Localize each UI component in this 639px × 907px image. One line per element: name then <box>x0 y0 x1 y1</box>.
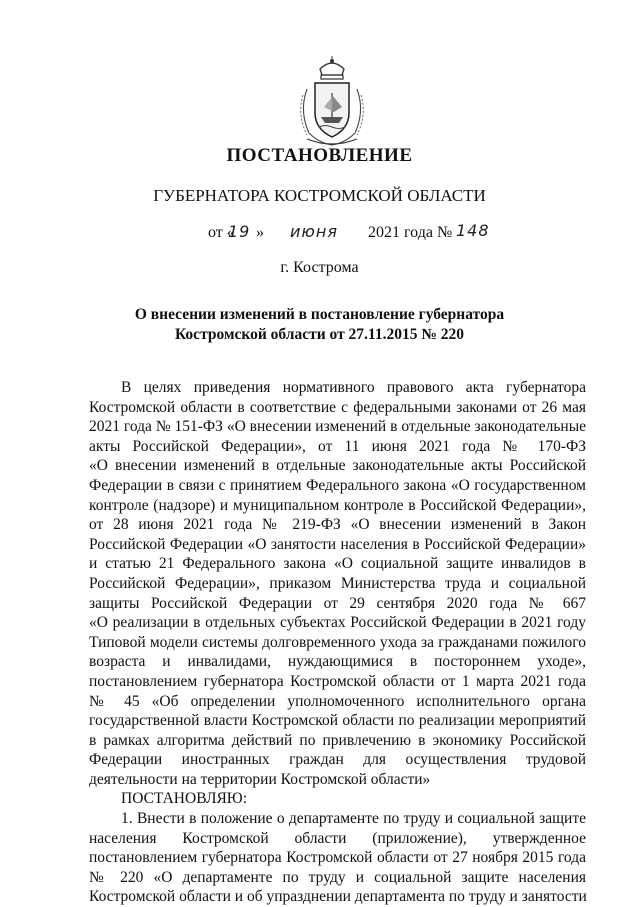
date-line <box>208 221 528 250</box>
body-line: 2021 года № 151-ФЗ «О внесении изменений в отдельные законодательные <box>89 418 586 436</box>
date-year-text: 2021 года № <box>368 224 453 241</box>
body-line: Типовой модели системы долговременного ухода за гражданами пожилого <box>89 633 586 651</box>
document-body <box>89 378 586 907</box>
document-title: ПОСТАНОВЛЕНИЕ <box>226 145 413 166</box>
body-line: Федерации в связи с принятием Федерального закона «О государственном <box>89 476 586 494</box>
body-line: в рамках алгоритма действий по привлечению в экономику Российской <box>89 731 586 749</box>
date-month-handwritten: июня <box>290 222 338 241</box>
city: г. Кострома <box>280 259 359 276</box>
item-line: постановлением губернатора Костромской области от 27 ноября 2015 года <box>89 849 586 867</box>
body-line: Костромской области в соответствие с федеральными законами от 26 мая <box>89 398 586 416</box>
body-line: акты Российской Федерации», от 11 июня 2021 года № 170-ФЗ <box>89 437 586 455</box>
issuer-name: ГУБЕРНАТОРА КОСТРОМСКОЙ ОБЛАСТИ <box>153 186 486 205</box>
heading-line: Костромской области от 27.11.2015 № 220 <box>174 326 465 343</box>
heading-line: О внесении изменений в постановление губернатора <box>134 306 505 323</box>
body-line: № 45 «Об определении уполномоченного исполнительного органа <box>89 692 586 710</box>
item-line: 1. Внести в положение о департаменте по труду и социальной защите <box>121 810 586 828</box>
document-number-handwritten: 148 <box>456 221 490 240</box>
body-line: защиты Российской Федерации от 29 сентября 2020 года № 667 <box>89 594 586 612</box>
item-line: населения Костромской области (приложение), утвержденное <box>89 829 586 847</box>
body-line: постановлением губернатора Костромской области от 1 марта 2021 года <box>89 672 586 690</box>
item-line: Костромской области и об упразднении департамента по труду и занятости <box>89 888 587 906</box>
body-line: Российской Федерации «О занятости населения в Российской Федерации» <box>89 535 586 553</box>
body-line: и статью 21 Федерального закона «О социальной защите инвалидов в <box>89 555 586 573</box>
body-line: контроле (надзоре) и муниципальном контроле в Российской Федерации», <box>89 496 586 514</box>
date-close-quote: » <box>256 224 264 241</box>
date-prefix: от « <box>208 224 235 241</box>
body-line: от 28 июня 2021 года № 219-ФЗ «О внесении изменений в Закон <box>89 516 586 534</box>
body-line: государственной власти Костромской области по реализации мероприятий <box>89 712 586 730</box>
body-line: возраста и инвалидами, нуждающимися в постороннем уходе», <box>89 653 586 671</box>
body-line: «О реализации в отдельных субъектах Российской Федерации в 2021 году <box>89 614 586 632</box>
body-line: Российской Федерации», приказом Министерства труда и социальной <box>89 574 586 592</box>
document-heading <box>60 305 579 345</box>
body-line: Федерации иностранных граждан для осуществления трудовой <box>89 751 586 769</box>
body-line: В целях приведения нормативного правового акта губернатора <box>121 379 586 396</box>
body-line: «О внесении изменений в отдельные законодательные акты Российской <box>89 457 586 475</box>
body-line: деятельности на территории Костромской области» <box>89 770 431 788</box>
resolve-word: ПОСТАНОВЛЯЮ: <box>121 790 248 808</box>
coat-of-arms-emblem <box>293 55 371 147</box>
item-line: № 220 «О департаменте по труду и социальной защите населения <box>89 868 586 886</box>
date-day-handwritten: 19 <box>228 222 251 241</box>
